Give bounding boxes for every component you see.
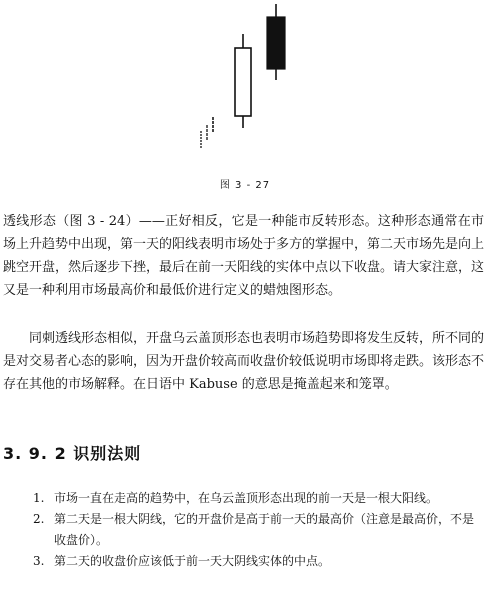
paragraph-1: 透线形态（图 3 - 24）——正好相反，它是一种能市反转形态。这种形态通常在市场上升趋势中出现，第一天的阳线表明市场处于多方的掌握中，第二天市场先是向上跳空开盘，然后逐步下挫，最后在前一天阳线的实体中点以下收盘。请大家注意，这又是一种利用市场最高价和最低价进行定义的蜡烛图形态。 — [3, 214, 485, 298]
paragraph-2-text: 同刺透线形态相似，开盘乌云盖顶形态也表明市场趋势即将发生反转，所不同的是对交易者心态的影响，因为开盘价较高而收盘价较低说明市场即将走跌。该形态不存在其他的市场解释。在日语中 Kabuse 的意思是掩盖起来和笼罩。 — [3, 331, 485, 392]
bear-candle — [267, 4, 285, 80]
paragraph-2 — [3, 327, 484, 396]
bull-candle — [235, 34, 251, 128]
candlestick-figure — [0, 0, 490, 172]
list-item — [0, 551, 490, 572]
list-item-number: 1. — [33, 491, 45, 505]
section-heading: 3. 9. 2 识别法则 — [3, 444, 142, 463]
list-item-text: 第二天的收盘价应该低于前一天大阴线实体的中点。 — [54, 554, 331, 568]
list-item — [0, 488, 490, 509]
rules-list — [0, 488, 490, 572]
figure-caption: 图 3 - 27 — [219, 180, 271, 191]
list-item-text: 市场一直在走高的趋势中，在乌云盖顶形态出现的前一天是一根大阳线。 — [54, 491, 439, 505]
list-item-text: 第二天是一根大阴线，它的开盘价是高于前一天的最高价（注意是最高价，不是收盘价）。 — [54, 512, 475, 547]
list-item-number: 3. — [33, 554, 45, 568]
list-item-number: 2. — [33, 512, 45, 526]
list-item — [0, 509, 490, 551]
candlestick-chart — [0, 0, 490, 172]
